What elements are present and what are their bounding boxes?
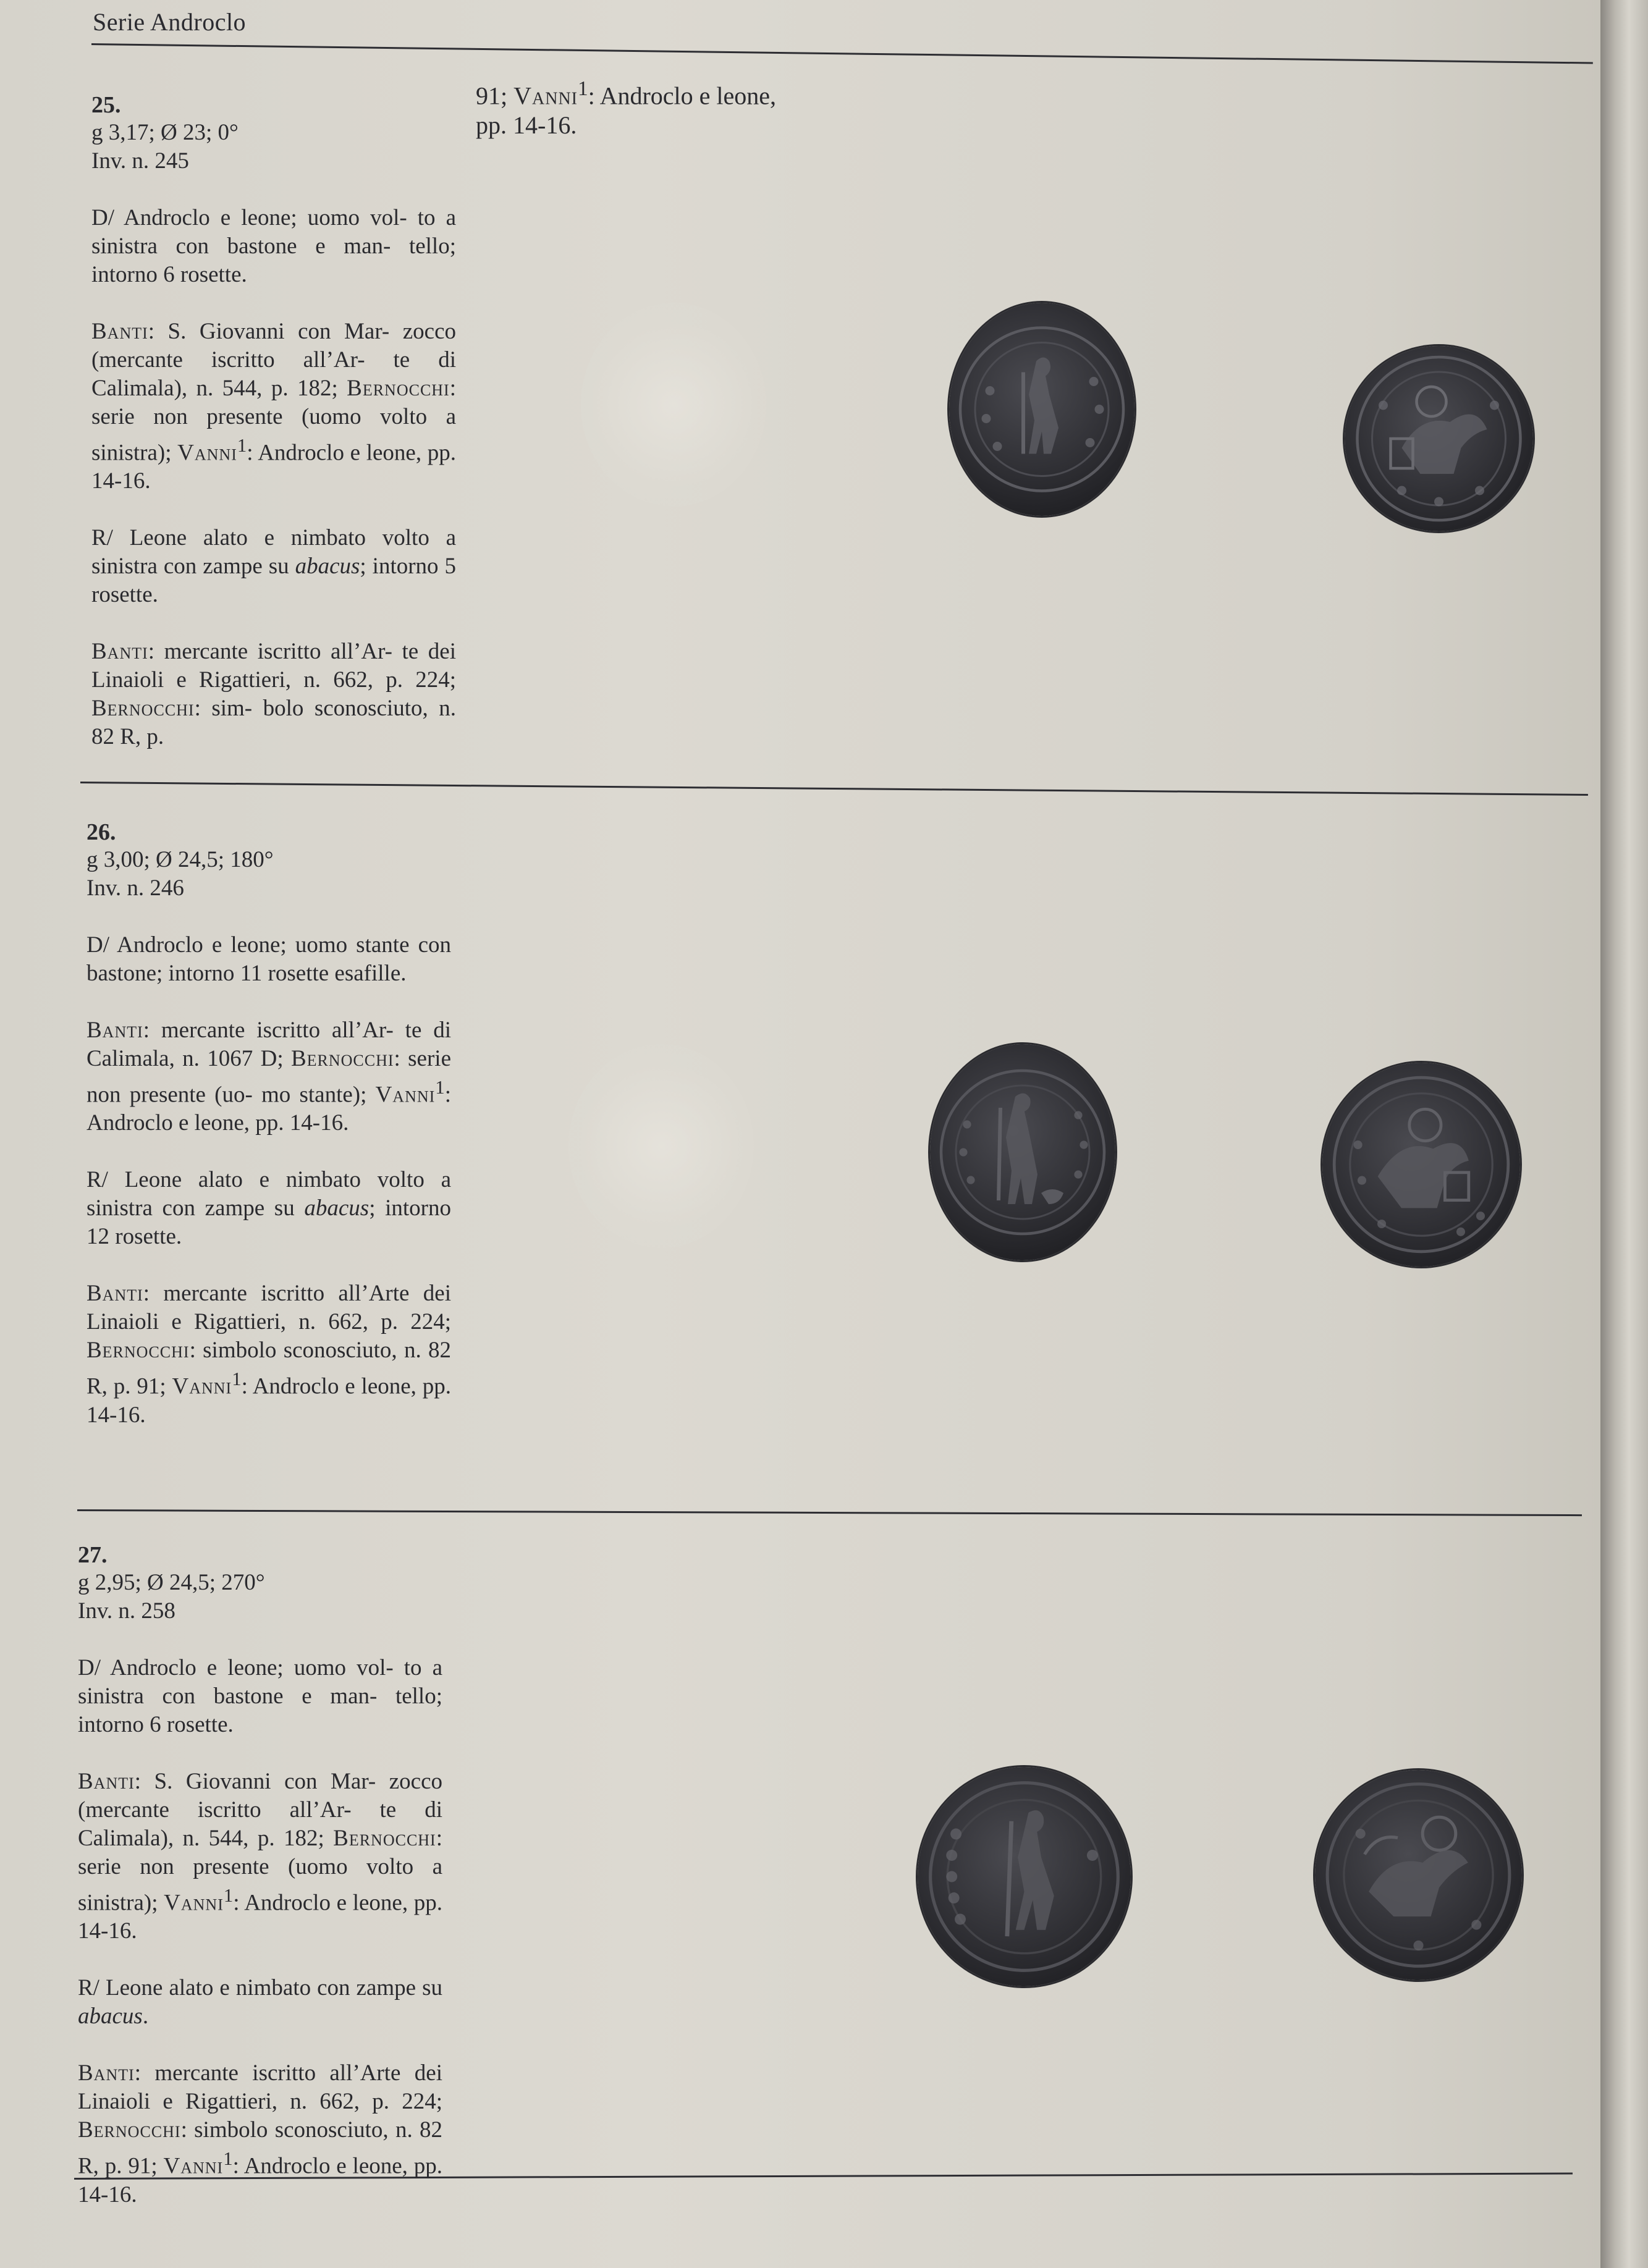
coin-lion-icon bbox=[1345, 346, 1533, 531]
ref-text: ; intorno 5 rosette. bbox=[91, 554, 456, 608]
author-name: Vanni bbox=[513, 82, 578, 110]
obverse-references bbox=[78, 1768, 442, 1946]
italic-term: abacus bbox=[304, 1195, 370, 1221]
obverse-references bbox=[87, 1016, 451, 1137]
ref-text: : Androclo e leone, pp. 14-16. bbox=[91, 440, 457, 494]
entry-metadata bbox=[91, 119, 456, 175]
coin-androclo-icon bbox=[930, 1044, 1115, 1260]
footnote-marker: 1 bbox=[232, 1368, 242, 1390]
paper-showthrough bbox=[568, 1044, 754, 1248]
entry-number: 27. bbox=[78, 1542, 108, 1568]
ref-text: : simbolo sconosciuto, n. 82 R, p. 91; bbox=[78, 2117, 442, 2179]
author-name: Vanni bbox=[177, 440, 237, 466]
author-name: Vanni bbox=[163, 2153, 224, 2179]
coin-reverse-drawing bbox=[1322, 1063, 1520, 1267]
paper-showthrough bbox=[581, 303, 766, 507]
author-name: Bernocchi bbox=[333, 1826, 436, 1851]
coin-obverse-drawing bbox=[930, 1044, 1115, 1260]
entry-number: 26. bbox=[87, 819, 116, 845]
entry-number: 25. bbox=[91, 92, 121, 118]
entry-metadata bbox=[87, 846, 451, 903]
ref-text: : sim- bolo sconosciuto, n. 82 R, p. bbox=[91, 696, 456, 750]
reverse-description bbox=[78, 1974, 442, 2031]
inventory-number: Inv. n. 245 bbox=[91, 148, 189, 174]
ref-text: : Androclo e leone, pp. 14-16. bbox=[78, 2153, 443, 2207]
italic-term: abacus bbox=[78, 2004, 143, 2030]
reverse-references bbox=[91, 638, 456, 751]
author-name: Banti bbox=[78, 2060, 135, 2086]
author-name: Banti bbox=[87, 1281, 143, 1307]
obverse-references bbox=[91, 318, 456, 495]
coin-reverse-drawing bbox=[1345, 346, 1533, 531]
reverse-references bbox=[78, 2059, 442, 2209]
footnote-marker: 1 bbox=[223, 1885, 234, 1906]
author-name: Bernocchi bbox=[91, 696, 195, 722]
ref-text: : mercante iscritto all’Arte dei Linaioli e Rigattieri, n. 662, p. 224; bbox=[87, 1281, 451, 1335]
author-name: Bernocchi bbox=[78, 2117, 181, 2143]
footnote-marker: 1 bbox=[435, 1077, 445, 1098]
author-name: Banti bbox=[87, 1018, 143, 1043]
running-head: Serie Androclo bbox=[93, 8, 247, 36]
book-gutter bbox=[1600, 0, 1648, 2268]
ref-text: R/ Leone alato e nimbato con zampe su bbox=[78, 1975, 442, 2001]
author-name: Vanni bbox=[172, 1373, 232, 1399]
ref-text: : simbolo sconosciuto, n. 82 R, p. 91; bbox=[87, 1338, 451, 1399]
coin-androclo-icon bbox=[949, 303, 1135, 516]
author-name: Banti bbox=[78, 1769, 135, 1794]
footnote-marker: 1 bbox=[223, 2148, 233, 2170]
ref-text: R/ Leone alato e nimbato volto a sinistra con zampe su bbox=[91, 525, 456, 580]
entry-metadata bbox=[78, 1569, 442, 1625]
footnote-marker: 1 bbox=[237, 435, 247, 456]
coin-obverse-drawing bbox=[918, 1767, 1131, 1986]
inventory-number: Inv. n. 258 bbox=[78, 1598, 175, 1624]
reverse-references bbox=[87, 1279, 451, 1429]
author-name: Banti bbox=[91, 639, 148, 665]
footnote-marker: 1 bbox=[578, 77, 588, 100]
reverse-description bbox=[87, 1166, 451, 1251]
ref-text: pp. 14-16. bbox=[476, 111, 577, 140]
coin-androclo-icon bbox=[918, 1767, 1131, 1986]
ref-text: : serie non presente (uo- mo stante); bbox=[87, 1046, 451, 1108]
weight-diameter-axis: g 3,00; Ø 24,5; 180° bbox=[87, 847, 274, 872]
ref-text: : S. Giovanni con Mar- zocco (mercante iscritto all’Ar- te di Calimala), n. 544, p. 182; bbox=[78, 1769, 442, 1851]
ref-text: : mercante iscritto all’Ar- te dei Linaioli e Rigattieri, n. 662, p. 224; bbox=[91, 639, 456, 693]
author-name: Bernocchi bbox=[290, 1046, 394, 1071]
author-name: Bernocchi bbox=[87, 1338, 190, 1364]
ref-text: : S. Giovanni con Mar- zocco (mercante iscritto all’Ar- te di Calimala), n. 544, p. 182; bbox=[91, 319, 456, 401]
ref-text: : serie non presente (uomo volto a sinistra); bbox=[91, 376, 456, 466]
ref-text: 91; bbox=[476, 82, 514, 110]
weight-diameter-axis: g 2,95; Ø 24,5; 270° bbox=[78, 1570, 265, 1595]
reverse-description bbox=[91, 524, 456, 609]
catalog-entry bbox=[78, 1541, 442, 2238]
ref-text: : mercante iscritto all’Ar- te di Calimala, n. 1067 D; bbox=[87, 1018, 451, 1071]
ref-text: R/ Leone alato e nimbato volto a sinistra con zampe su bbox=[87, 1167, 451, 1221]
catalog-entry bbox=[87, 819, 451, 1458]
coin-reverse-drawing bbox=[1315, 1770, 1522, 1980]
italic-term: abacus bbox=[295, 554, 360, 580]
weight-diameter-axis: g 3,17; Ø 23; 0° bbox=[91, 120, 239, 145]
author-name: Vanni bbox=[164, 1890, 224, 1916]
coin-lion-icon bbox=[1315, 1770, 1522, 1980]
ref-text: : serie non presente (uomo volto a sinistra); bbox=[78, 1826, 442, 1916]
ref-text: : Androclo e leone, pp. 14-16. bbox=[78, 1890, 443, 1944]
author-name: Banti bbox=[91, 319, 148, 344]
ref-text: . bbox=[142, 2004, 149, 2030]
obverse-description: D/ Androclo e leone; uomo vol- to a sinistra con bastone e man- tello; intorno 6 rosette. bbox=[91, 205, 456, 287]
obverse-description: D/ Androclo e leone; uomo vol- to a sinistra con bastone e man- tello; intorno 6 rosette. bbox=[78, 1655, 442, 1737]
ref-text: ; intorno 12 rosette. bbox=[87, 1195, 451, 1250]
catalog-entry bbox=[91, 91, 456, 780]
obverse-description: D/ Androclo e leone; uomo stante con bastone; intorno 11 rosette esafille. bbox=[87, 932, 451, 986]
coin-lion-icon bbox=[1322, 1063, 1520, 1267]
ref-text: : mercante iscritto all’Arte dei Linaioli e Rigattieri, n. 662, p. 224; bbox=[78, 2060, 442, 2115]
author-name: Bernocchi bbox=[347, 376, 450, 401]
ref-text: : Androclo e leone, pp. 14-16. bbox=[87, 1373, 452, 1428]
coin-obverse-drawing bbox=[949, 303, 1135, 516]
ref-text: : Androclo e leone, pp. 14-16. bbox=[87, 1082, 451, 1136]
ref-text: : Androclo e leone, bbox=[588, 82, 777, 110]
inventory-number: Inv. n. 246 bbox=[87, 875, 184, 901]
author-name: Vanni bbox=[375, 1082, 436, 1108]
continued-reference bbox=[476, 74, 877, 140]
